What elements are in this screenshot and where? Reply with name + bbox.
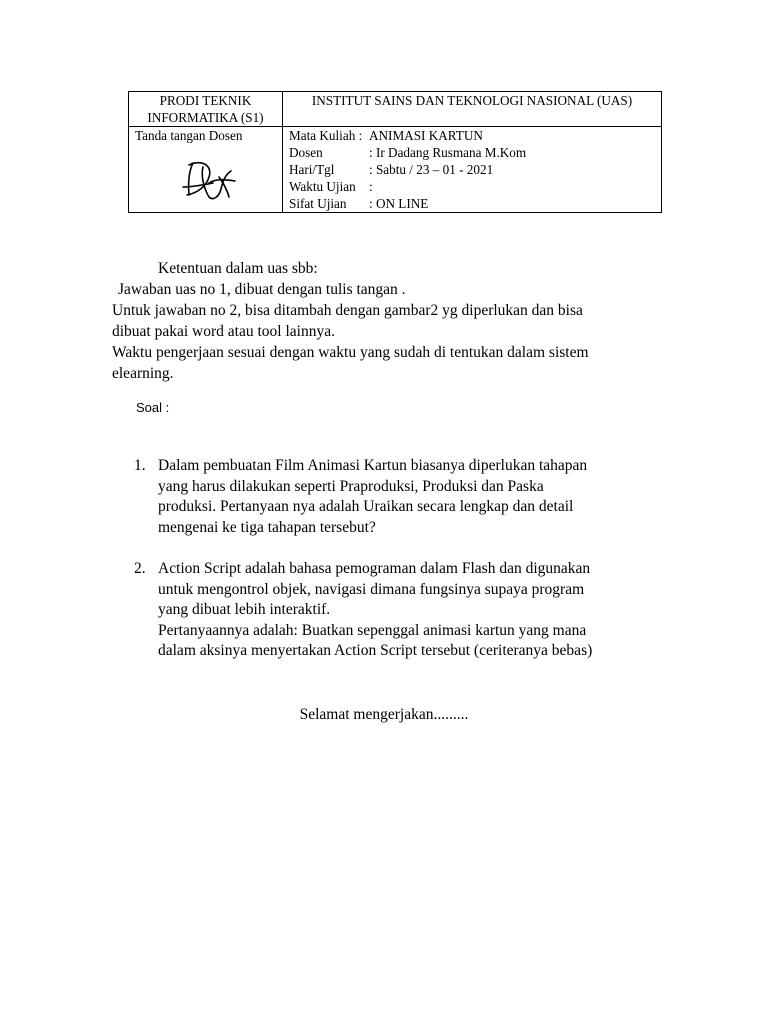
info-course: Mata Kuliah : ANIMASI KARTUN [289,128,483,143]
instructions-heading: Ketentuan dalam uas sbb: [158,260,318,277]
info-mode: Sifat Ujian : ON LINE [289,196,429,211]
instruction-line-3b: elearning. [112,365,174,382]
soal-label: Soal : [136,400,170,415]
lecturer-signature-icon [179,157,239,203]
course-info-cell [283,127,662,213]
header-info-row [129,127,662,213]
info-time: Waktu Ujian : [289,179,373,194]
question-text: Action Script adalah bahasa pemograman dalam Flash dan digunakan untuk mengontrol objek, navigasi dimana fungsinya supaya program yang dibuat lebih interaktif. Pertanyaannya adalah: Buatkan sepenggal animasi kartun yang mana dalam aksinya menyertakan Action Script tersebut (ceriteranya bebas) [158,560,593,660]
info-date: Hari/Tgl : Sabtu / 23 – 01 - 2021 [289,162,494,177]
signature-cell [129,127,283,213]
program-title: PRODI TEKNIK INFORMATIKA (S1) [129,92,283,127]
question-1 [134,456,656,538]
institute-title: INSTITUT SAINS DAN TEKNOLOGI NASIONAL (UAS) [283,92,662,127]
question-number: 2. [134,560,146,577]
question-number: 1. [134,457,146,474]
info-lecturer: Dosen : Ir Dadang Rusmana M.Kom [289,145,527,160]
instruction-line-1: Jawaban uas no 1, dibuat dengan tulis tangan . [118,281,406,298]
question-2 [134,559,656,662]
instruction-line-2a: Untuk jawaban no 2, bisa ditambah dengan gambar2 yg diperlukan dan bisa [112,302,583,319]
instruction-line-3a: Waktu pengerjaan sesuai dengan waktu yang sudah di tentukan dalam sistem [112,344,589,361]
instruction-line-2b: dibuat pakai word atau tool lainnya. [112,323,335,340]
instructions-block [112,258,589,384]
exam-header-table [128,91,662,213]
closing-text: Selamat mengerjakan......... [299,706,469,723]
header-title-row [129,92,662,127]
signature-label: Tanda tangan Dosen [135,128,243,143]
question-text: Dalam pembuatan Film Animasi Kartun biasanya diperlukan tahapan yang harus dilakukan seperti Praproduksi, Produksi dan Paska produksi. Pertanyaan nya adalah Uraikan secara lengkap dan detail mengenai ke tiga tahapan tersebut? [158,457,588,536]
